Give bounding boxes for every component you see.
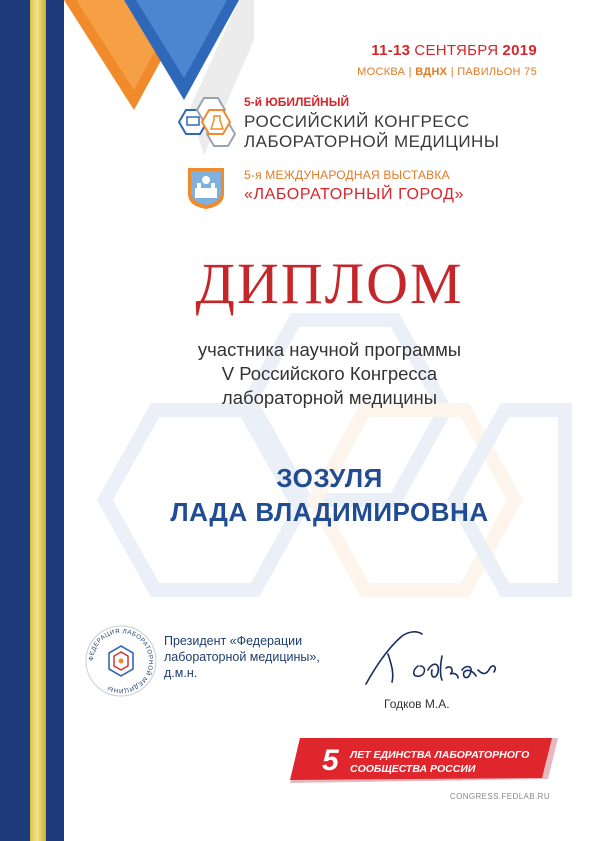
venue-city: МОСКВА <box>357 66 406 78</box>
congress-title-line1: РОССИЙСКИЙ КОНГРЕСС <box>244 112 470 131</box>
left-navy-stripe <box>0 0 30 841</box>
description-line2: V Российского Конгресса <box>221 363 438 384</box>
diploma-title: ДИПЛОМ <box>195 251 464 316</box>
event-month: СЕНТЯБРЯ <box>414 42 499 59</box>
lab-city-emblem-icon <box>186 166 226 210</box>
banner-text <box>350 748 529 776</box>
left-gold-stripe <box>30 0 46 841</box>
event-venue <box>357 66 537 78</box>
signatory-position <box>164 633 320 681</box>
position-line3: д.м.н. <box>164 666 198 680</box>
venue-site: ВДНХ <box>415 66 448 78</box>
event-year: 2019 <box>502 42 537 59</box>
event-dates <box>371 42 537 59</box>
venue-pavilion: ПАВИЛЬОН 75 <box>457 66 537 78</box>
congress-title <box>244 112 499 152</box>
banner-line1: ЛЕТ ЕДИНСТВА ЛАБОРАТОРНОГО <box>350 749 530 761</box>
footer-website: CONGRESS.FEDLAB.RU <box>449 792 550 801</box>
banner-line2: СООБЩЕСТВА РОССИИ <box>350 763 476 775</box>
description-line1: участника научной программы <box>197 339 462 360</box>
venue-separator: | <box>450 66 454 78</box>
recipient-surname: ЗОЗУЛЯ <box>276 463 383 493</box>
position-line1: Президент «Федерации <box>164 634 303 648</box>
banner-number: 5 <box>322 744 339 777</box>
congress-title-line2: ЛАБОРАТОРНОЙ МЕДИЦИНЫ <box>244 132 500 151</box>
diploma-description <box>64 338 595 410</box>
expo-name: «ЛАБОРАТОРНЫЙ ГОРОД» <box>244 186 465 203</box>
signature <box>358 626 508 696</box>
recipient-given-names: ЛАДА ВЛАДИМИРОВНА <box>170 497 489 527</box>
recipient-name <box>64 461 595 529</box>
congress-logo-icon <box>176 96 238 148</box>
description-line3: лабораторной медицины <box>221 387 438 408</box>
congress-jubilee: 5-й ЮБИЛЕЙНЫЙ <box>244 95 350 109</box>
expo-subtitle: 5-я МЕЖДУНАРОДНАЯ ВЫСТАВКА <box>244 168 450 182</box>
event-days: 11-13 <box>371 42 411 59</box>
venue-separator: | <box>408 66 412 78</box>
position-line2: лабораторной медицины», <box>164 650 320 664</box>
federation-seal <box>84 624 158 698</box>
signatory-name: Годков М.А. <box>384 697 450 711</box>
seal-text: ФЕДЕРАЦИЯ ЛАБОРАТОРНОЙ МЕДИЦИНЫ <box>87 627 155 695</box>
left-navy-stripe-inner <box>46 0 64 841</box>
